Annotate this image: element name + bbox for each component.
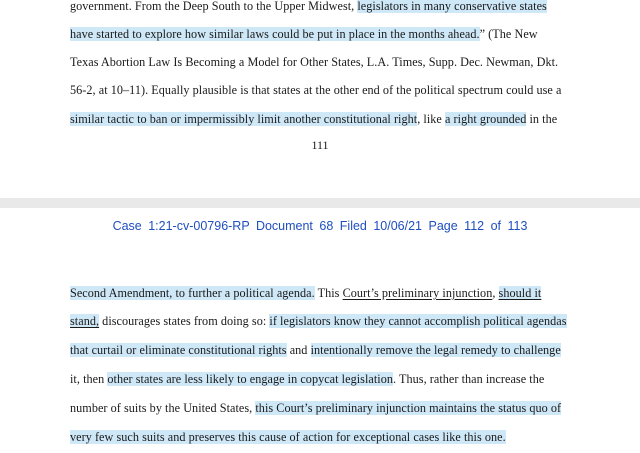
text-segment: 56-2, at 10–11). Equally plausible is that states at the other end of the political spectrum could use a bbox=[70, 83, 562, 97]
text-segment: government. From the Deep South to the Upper Midwest, bbox=[70, 0, 358, 13]
highlighted-text: should it bbox=[498, 286, 542, 300]
paragraph-line bbox=[70, 370, 570, 388]
text-segment: This bbox=[314, 286, 343, 300]
document-page-111 bbox=[0, 0, 640, 198]
highlighted-text: have started to explore how similar laws could be put in place in the months ahead. bbox=[70, 27, 480, 41]
page-separator bbox=[0, 198, 640, 208]
paragraph-line bbox=[70, 399, 570, 417]
case-number: Case 1:21-cv-00796-RP bbox=[112, 219, 250, 233]
text-segment: number of suits by the United States, bbox=[70, 401, 256, 415]
paragraph-line bbox=[70, 53, 570, 71]
highlighted-text: other states are less likely to engage in copycat legislation bbox=[107, 372, 394, 386]
paragraph-line bbox=[70, 81, 570, 99]
text-segment: it, then bbox=[70, 372, 108, 386]
highlighted-text: similar tactic to ban or impermissibly limit another constitutional right bbox=[70, 112, 418, 126]
text-segment: . Thus, rather than increase the bbox=[393, 372, 545, 386]
filed-date: Filed 10/06/21 bbox=[339, 219, 423, 233]
highlighted-text: that curtail or eliminate constitutional rights bbox=[70, 343, 287, 357]
paragraph-line bbox=[70, 341, 570, 359]
paragraph-line bbox=[70, 428, 570, 446]
highlighted-text: Second Amendment, to further a political agenda. bbox=[70, 286, 315, 300]
highlighted-text: very few such suits and preserves this cause of action for exceptional cases like this one. bbox=[70, 430, 506, 444]
paragraph-line bbox=[70, 0, 570, 15]
text-segment: ” (The New bbox=[479, 27, 538, 41]
highlighted-text: a right grounded bbox=[445, 112, 527, 126]
paragraph-line bbox=[70, 312, 570, 330]
page-number: 111 bbox=[311, 138, 329, 152]
text-segment: in the bbox=[526, 112, 558, 126]
page-count: Page 112 of 113 bbox=[428, 219, 528, 233]
document-number: Document 68 bbox=[255, 219, 334, 233]
document-page-112 bbox=[0, 208, 640, 453]
text-segment: , like bbox=[417, 112, 445, 126]
paragraph-line bbox=[70, 284, 570, 302]
paragraph-line bbox=[70, 110, 570, 128]
text-segment: discourages states from doing so: bbox=[99, 314, 270, 328]
case-header bbox=[0, 219, 640, 233]
text-segment: Texas Abortion Law Is Becoming a Model for Other States, L.A. Times, Supp. Dec. Newman, Dkt. bbox=[70, 55, 559, 69]
text-segment: and bbox=[286, 343, 311, 357]
highlighted-text: if legislators know they cannot accomplish political agendas bbox=[269, 314, 567, 328]
highlighted-text: legislators in many conservative states bbox=[357, 0, 547, 13]
highlighted-text: intentionally remove the legal remedy to challenge bbox=[310, 343, 561, 357]
highlighted-text: stand, bbox=[70, 314, 100, 328]
paragraph-line bbox=[70, 25, 570, 43]
text-segment: Court’s preliminary injunction bbox=[342, 286, 493, 300]
text-segment: , bbox=[492, 286, 499, 300]
highlighted-text: this Court’s preliminary injunction maintains the status quo of bbox=[255, 401, 562, 415]
